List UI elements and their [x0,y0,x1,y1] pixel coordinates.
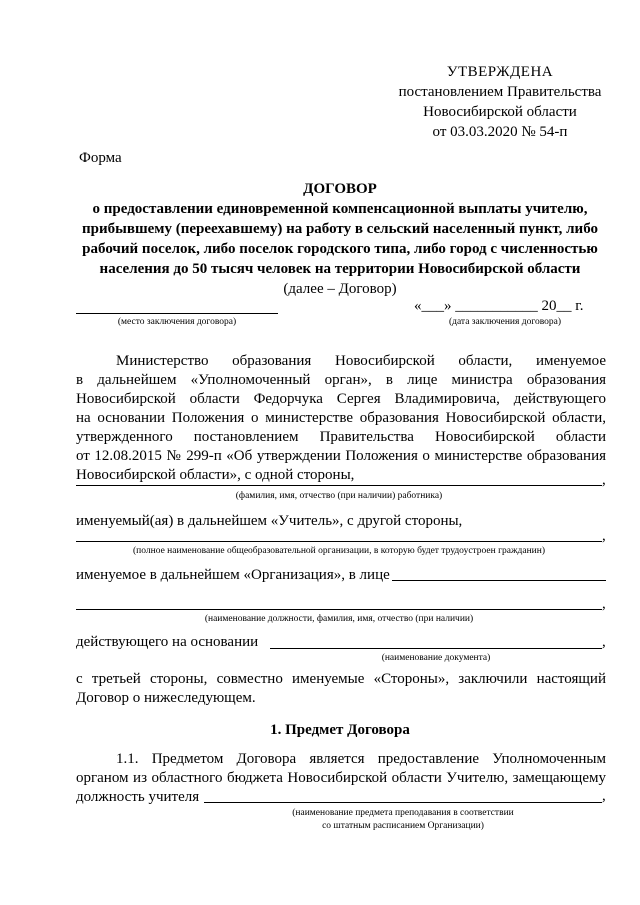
worker-name-field[interactable] [76,485,602,486]
intro-line-7: Новосибирской области», с одной стороны, [76,467,355,483]
organization-caption: (полное наименование общеобразовательной организации, в которую будет трудоустроен гражданин) [133,546,545,556]
date-caption: (дата заключения договора) [448,317,562,327]
organization-text: именуемое в дальнейшем «Организация», в лице [76,567,390,583]
place-field[interactable] [76,313,278,314]
intro-paragraph [76,352,606,485]
organization-name-field[interactable] [76,541,602,542]
position-caption: (наименование должности, фамилия, имя, отчество (при наличии) [204,614,474,624]
title-line-1: о предоставлении единовременной компенсационной выплаты учителю, [92,201,588,217]
organization-representative-field[interactable] [392,580,606,581]
document-comma: , [602,634,606,650]
title-heading: ДОГОВОР [303,181,377,197]
title-line-3: рабочий поселок, либо поселок городского типа, либо город с численностью [82,241,598,257]
organization-comma: , [602,528,606,544]
subject-comma: , [602,788,606,804]
date-field[interactable]: «___» ___________ 20__ г. [414,298,584,314]
intro-line-5: утвержденного постановлением Правительства Новосибирской области [76,429,606,445]
intro-line-4: на основании Положения о министерстве образования Новосибирской области, [76,410,606,426]
worker-caption: (фамилия, имя, отчество (при наличии) работника) [235,491,443,501]
section-1-line-1: 1.1. Предметом Договора является предоставление Уполномоченным [116,751,606,767]
approval-line-4: от 03.03.2020 № 54-п [432,124,568,140]
approval-block [390,62,610,142]
section-1-line-3: должность учителя [76,789,200,805]
approval-title: УТВЕРЖДЕНА [446,64,554,80]
section-1-heading: 1. Предмет Договора [270,722,410,738]
approval-line-3: Новосибирской области [423,104,577,120]
subject-caption-1: (наименование предмета преподавания в соответствии [292,808,514,818]
place-caption: (место заключения договора) [117,317,237,327]
intro-line-2: в дальнейшем «Уполномоченный орган», в лице министра образования [76,372,606,388]
intro-line-1: Министерство образования Новосибирской области, именуемое [116,353,606,369]
approval-line-2: постановлением Правительства [398,84,602,100]
section-1-line-2: органом из областного бюджета Новосибирской области Учителю, замещающему [76,770,606,786]
basis-text: действующего на основании [76,634,259,650]
title-sub: (далее – Договор) [283,281,397,297]
subject-field[interactable] [204,802,602,803]
closing-line-1: с третьей стороны, совместно именуемые «Стороны», заключили настоящий [76,671,606,687]
position-comma: , [602,596,606,612]
closing-line-2: Договор о нижеследующем. [76,690,256,706]
teacher-text: именуемый(ая) в дальнейшем «Учитель», с другой стороны, [76,513,463,529]
closing-paragraph [76,670,606,708]
intro-line-6: от 12.08.2015 № 299-п «Об утверждении Положения о министерстве образования [76,448,606,464]
section-1-paragraph [76,750,606,807]
document-caption: (наименование документа) [381,653,491,663]
position-field[interactable] [76,609,602,610]
document-title [70,179,610,299]
intro-line-3: Новосибирской области Федорчука Сергея Владимировича, действующего [76,391,606,407]
title-line-4: населения до 50 тысяч человек на территории Новосибирской области [99,261,581,277]
subject-caption-2: со штатным расписанием Организации) [322,821,484,831]
title-line-2: прибывшему (переехавшему) на работу в сельский населенный пункт, либо [82,221,598,237]
worker-comma: , [602,472,606,488]
document-field[interactable] [270,648,602,649]
form-label: Форма [79,150,122,166]
